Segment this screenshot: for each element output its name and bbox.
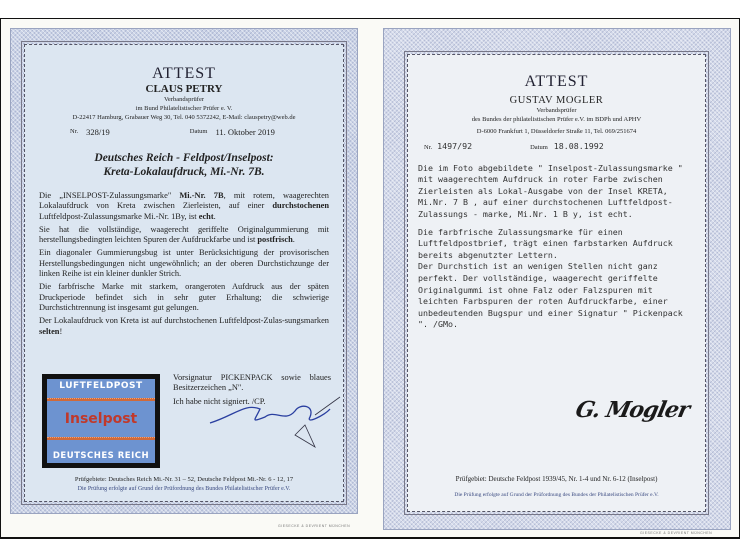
- certificate-text: [39, 191, 329, 337]
- not-signed-note: Ich habe nicht signiert. /CP.: [173, 396, 266, 406]
- examiner-association: im Bund Philatelistischer Prüfer e. V.: [135, 105, 233, 112]
- attest-title: ATTEST: [524, 73, 589, 90]
- date-label: Datum: [189, 128, 208, 135]
- nr-label: Nr.: [70, 128, 79, 135]
- cert-number-row: [424, 141, 705, 153]
- examiner-address: D-6000 Frankfurt 1, Düsseldorfer Straße 11, Tel. 069/251674: [476, 128, 637, 135]
- paragraph-3: Ein diagonaler Gummierungsbug ist unter Berücksichtigung der provisorischen Herstellungsbedingungen nicht ungewöhnlich; an der oberen Durchstichzunge der linken Reihe ist ein kleiner dunkler Strich.: [39, 248, 329, 279]
- pre-signature-note: Vorsignatur PICKENPACK sowie blaues Besitzerzeichen „N".: [173, 373, 331, 393]
- certificate-text: [418, 163, 695, 331]
- examiner-name: GUSTAV MOGLER: [509, 95, 604, 106]
- paragraph-1: Die „INSELPOST-Zulassungsmarke" Mi.-Nr. 7B, mit rotem, waagerechten Lokalaufdruck von Kreta zwischen Zierleisten, auf einer durchstochenen Luftfeldpost-Zulassungsmarke Mi.-Nr. 1By, ist echt.: [39, 191, 329, 221]
- stamp-overprint: Inselpost: [64, 411, 138, 427]
- footer-scope: Prüfgebiet: Deutsche Feldpost 1939/45, Nr. 1-4 und Nr. 6-12 (Inselpost): [455, 475, 658, 483]
- heading-line-1: Deutsches Reich - Feldpost/Inselpost:: [94, 152, 274, 164]
- handwritten-signature-mogler: G. Mogler: [573, 397, 692, 423]
- paragraph-4: Die farbfrische Marke mit starkem, orangeroten Aufdruck aus der späten Druckperiode befindet sich in sehr guter Erhaltung; die schwierige Durchstichtrennung ist insgesamt gut gelungen.: [39, 282, 329, 312]
- footer-scope: Prüfgebiete: Deutsches Reich Mi.-Nr. 31 – 52, Deutsche Feldpost Mi.-Nr. 6 - 12, 17: [74, 476, 294, 483]
- handwritten-signature-petry: [205, 395, 345, 455]
- examiner-association: des Bundes der philatelistischen Prüfer e.V. im BDPh und APHV: [471, 116, 642, 123]
- examiner-name: CLAUS PETRY: [145, 83, 223, 95]
- cert-number: 1497/92: [437, 141, 473, 151]
- attest-title: ATTEST: [152, 65, 216, 82]
- paragraph-2: Die farbfrische Zulassungsmarke für einen Luftfeldpostbrief, trägt einen farbstarken Aufdruck bereits abgenutzter Lettern.: [418, 226, 673, 260]
- paragraph-2: Sie hat die vollständige, waagerecht geriffelte Originalgummierung mit herstellungsbedingten leichten Spuren der Aufdruckfarbe und ist postfrisch.: [39, 224, 329, 245]
- stamp-top-text: LUFTFELDPOST: [59, 381, 143, 391]
- paragraph-5: Der Lokalaufdruck von Kreta ist auf durchstochenen Luftfeldpost-Zulas-sungsmarken selten!: [39, 316, 329, 336]
- date-label: Datum: [530, 144, 548, 151]
- paragraph-1: Die im Foto abgebildete " Inselpost-Zulassungsmarke " mit waagerechtem Aufdruck in roter Farbe zwischen Zierleisten als Lokal-Ausgabe von der Insel KRETA, Mi.Nr. 7 B , auf einer durchstochenen Luftfeldpost-Zulassungs - marke, Mi.Nr. 1 B y, ist echt.: [418, 162, 683, 219]
- examiner-address: D-22417 Hamburg, Grabauer Weg 30, Tel. 040 5372242, E-Mail: clauspetry@web.de: [72, 114, 296, 121]
- examiner-role: Verbandsprüfer: [163, 96, 205, 103]
- heading-line-2: Kreta-Lokalaufdruck, Mi.-Nr. 7B.: [103, 166, 265, 178]
- cert-date: 11. Oktober 2019: [215, 127, 275, 137]
- certificate-body: [407, 54, 706, 512]
- cert-date: 18.08.1992: [553, 141, 604, 151]
- paragraph-3: Der Durchstich ist an wenigen Stellen nicht ganz perfekt. Der vollständige, waagerecht geriffelte Originalgummi ist ohne Falz oder Falzspuren mit leichten Farbspuren der roten Aufdruckfarbe, einer unbedeutenden Bugspur und einer Signatur " Pickenpack ". /GMo.: [418, 261, 683, 330]
- cert-number-row: [70, 127, 343, 137]
- stamp-photo: [42, 374, 160, 468]
- nr-label: Nr.: [424, 144, 433, 151]
- stamp-bottom-text: DEUTSCHES REICH: [52, 451, 150, 461]
- examiner-role: Verbandsprüfer: [536, 107, 577, 114]
- printer-microtext: GIESECKE & DEVRIENT MÜNCHEN: [640, 531, 713, 535]
- cert-number: 328/19: [86, 127, 110, 137]
- printer-microtext: GIESECKE & DEVRIENT MÜNCHEN: [278, 524, 351, 528]
- footer-regulation: Die Prüfung erfolgte auf Grund der Prüfordnung des Bundes Philatelistischer Prüfer e.V.: [77, 486, 291, 492]
- footer-regulation: Die Prüfung erfolgte auf Grund der Prüfordnung des Bundes der Philatelistischen Prüfer e.V.: [454, 492, 659, 498]
